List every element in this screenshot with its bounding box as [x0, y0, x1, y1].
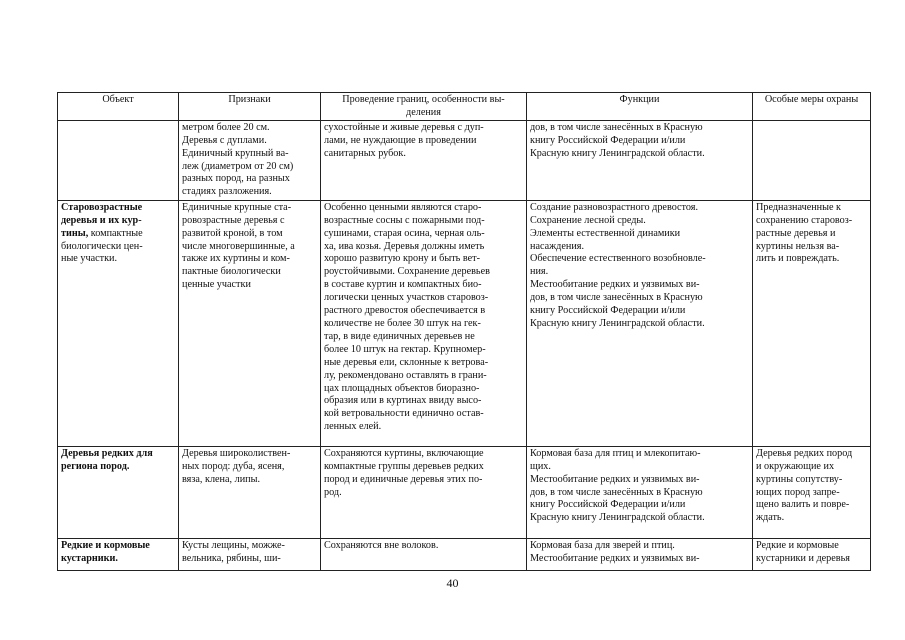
cell-signs: Единичные крупные ста- ровозрастные деревья с развитой кроной, в том числе многовершинные, а также их куртины и ком- пактные биологически ценные участки [179, 200, 321, 446]
cell-borders: Сохраняются куртины, включающие компактные группы деревьев редких пород и единичные деревья этих по- род. [321, 446, 527, 538]
cell-borders: Сохраняются вне волоков. [321, 538, 527, 570]
cell-object [58, 120, 179, 200]
table-row [58, 446, 871, 538]
cell-functions: Кормовая база для зверей и птиц. Местообитание редких и уязвимых ви- [527, 538, 753, 570]
header-borders: Проведение границ, особенности вы- деления [321, 93, 527, 121]
header-signs: Признаки [179, 93, 321, 121]
table-row [58, 538, 871, 570]
protection-measures-table [57, 92, 871, 571]
cell-object: Старовозрастные деревья и их кур- тины, компактные биологически цен- ные участки. [58, 200, 179, 446]
cell-object: Редкие и кормовые кустарники. [58, 538, 179, 570]
cell-signs: Кусты лещины, можже- вельника, рябины, ши- [179, 538, 321, 570]
cell-measures: Редкие и кормовые кустарники и деревья [753, 538, 871, 570]
cell-borders: сухостойные и живые деревья с дуп- лами, не нуждающие в проведении санитарных рубок. [321, 120, 527, 200]
cell-measures: Деревья редких пород и окружающие их куртины сопутству- ющих пород запре- щено валить и повре- ждать. [753, 446, 871, 538]
cell-functions: дов, в том числе занесённых в Красную книгу Российской Федерации и/или Красную книгу Ленинградской области. [527, 120, 753, 200]
table-header-row [58, 93, 871, 121]
cell-signs: Деревья широколиствен- ных пород: дуба, ясеня, вяза, клена, липы. [179, 446, 321, 538]
header-object: Объект [58, 93, 179, 121]
page-number: 40 [446, 576, 459, 590]
cell-functions: Создание разновозрастного древостоя. Сохранение лесной среды. Элементы естественной динамики насаждения. Обеспечение естественного возобновле- ния. Местообитание редких и уязвимых ви- дов, в том числе занесённых в Красную книгу Российской Федерации и/или Красную книгу Ленинградской области. [527, 200, 753, 446]
header-measures: Особые меры охраны [753, 93, 871, 121]
cell-measures: Предназначенные к сохранению старовоз- растные деревья и куртины нельзя ва- лить и повреждать. [753, 200, 871, 446]
table-row [58, 200, 871, 446]
cell-signs: метром более 20 см. Деревья с дуплами. Единичный крупный ва- леж (диаметром от 20 см) разных пород, на разных стадиях разложения. [179, 120, 321, 200]
cell-borders: Особенно ценными являются старо- возрастные сосны с пожарными под- сушинами, старая осина, черная оль- ха, ива козья. Деревья должны иметь хорошо развитую крону и быть вет- роустойчивыми. Сохранение деревьев в составе куртин и компактных био- логически ценных участков старовоз- растного древостоя обеспечивается в количестве не более 30 штук на гек- тар, в виде единичных деревьев не более 10 штук на гектар. Крупномер- ные деревья ели, склонные к ветрова- лу, рекомендовано оставлять в грани- цах площадных объектов биоразно- образия или в куртинах ввиду высо- кой ветровальности единично остав- ленных елей. [321, 200, 527, 446]
cell-object: Деревья редких для региона пород. [58, 446, 179, 538]
cell-functions: Кормовая база для птиц и млекопитаю- щих. Местообитание редких и уязвимых ви- дов, в том числе занесённых в Красную книгу Российской Федерации и/или Красную книгу Ленинградской области. [527, 446, 753, 538]
table-row [58, 120, 871, 200]
cell-measures [753, 120, 871, 200]
header-functions: Функции [527, 93, 753, 121]
